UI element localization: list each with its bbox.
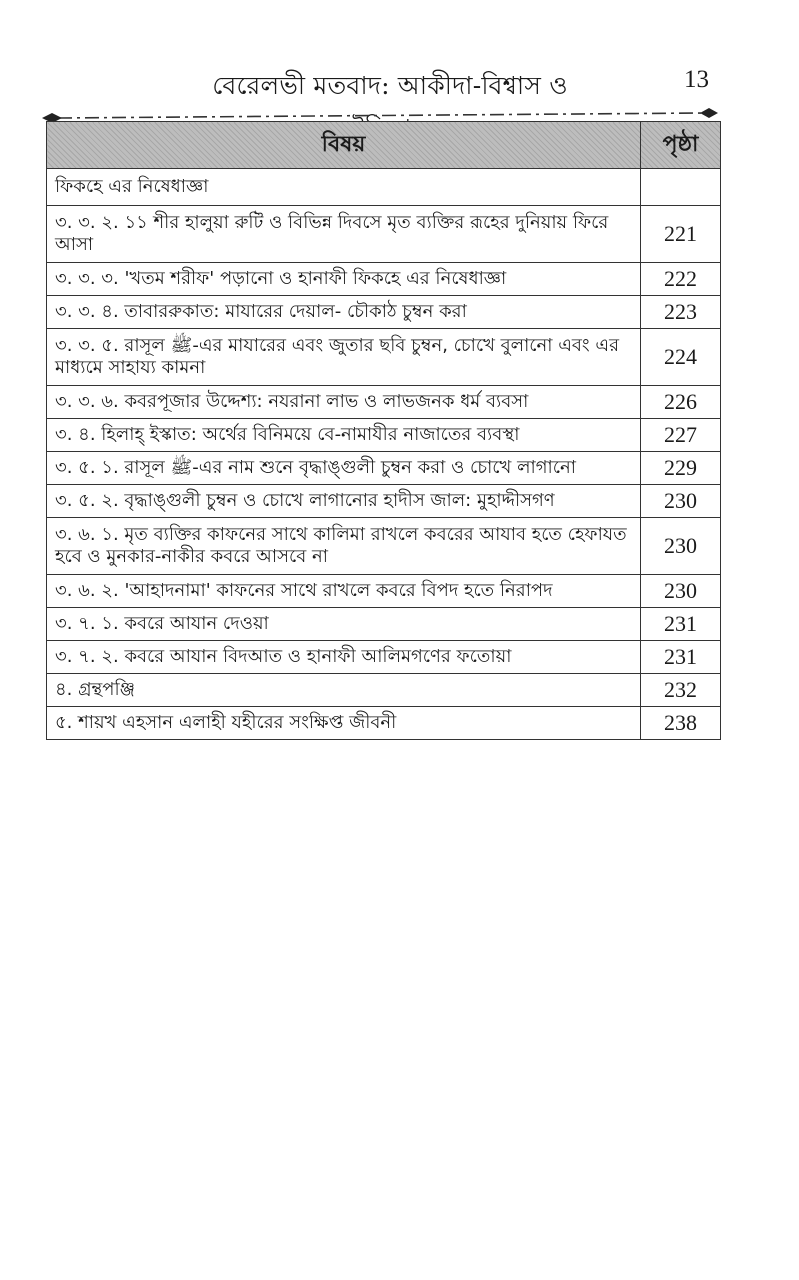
topic-cell: ৩. ৭. ১. কবরে আযান দেওয়া xyxy=(47,608,641,641)
topic-cell: ৪. গ্রন্থপঞ্জি xyxy=(47,674,641,707)
page-cell: 231 xyxy=(641,641,721,674)
topic-cell: ৩. ৫. ১. রাসূল ﷺ-এর নাম শুনে বৃদ্ধাঙ্গুলী চুম্বন করা ও চোখে লাগানো xyxy=(47,452,641,485)
page-column-header: পৃষ্ঠা xyxy=(641,122,721,169)
page-cell: 227 xyxy=(641,419,721,452)
table-row xyxy=(47,641,721,674)
table-row xyxy=(47,707,721,740)
table-row xyxy=(47,575,721,608)
page-cell: 223 xyxy=(641,296,721,329)
table-row xyxy=(47,518,721,575)
running-header xyxy=(30,62,720,122)
topic-cell: ৩. ৩. ২. ১১ শীর হালুয়া রুটি ও বিভিন্ন দিবসে মৃত ব্যক্তির রূহের দুনিয়ায় ফিরে আসা xyxy=(47,206,641,263)
page-cell: 230 xyxy=(641,575,721,608)
topic-cell: ৫. শায়খ এহসান এলাহী যহীরের সংক্ষিপ্ত জীবনী xyxy=(47,707,641,740)
page-cell: 230 xyxy=(641,485,721,518)
table-row xyxy=(47,169,721,206)
table-row xyxy=(47,608,721,641)
page-number: 13 xyxy=(684,66,709,93)
table-row xyxy=(47,485,721,518)
topic-column-header: বিষয় xyxy=(47,122,641,169)
table-row xyxy=(47,206,721,263)
topic-cell: ৩. ৩. ৪. তাবাররুকাত: মাযারের দেয়াল- চৌকাঠ চুম্বন করা xyxy=(47,296,641,329)
page-cell: 229 xyxy=(641,452,721,485)
page-cell: 231 xyxy=(641,608,721,641)
table-row xyxy=(47,329,721,386)
running-title: বেরেলভী মতবাদ: আকীদা-বিশ্বাস ও xyxy=(212,71,568,100)
page-cell: 224 xyxy=(641,329,721,386)
contents-table xyxy=(46,121,721,740)
table-row xyxy=(47,386,721,419)
topic-cell: ৩. ৭. ২. কবরে আযান বিদআত ও হানাফী আলিমগণের ফতোয়া xyxy=(47,641,641,674)
page-cell xyxy=(641,169,721,206)
topic-cell: ৩. ৩. ৫. রাসূল ﷺ-এর মাযারের এবং জুতার ছবি চুম্বন, চোখে বুলানো এবং এর মাধ্যমে সাহায্য কামনা xyxy=(47,329,641,386)
table-row xyxy=(47,296,721,329)
page-cell: 238 xyxy=(641,707,721,740)
topic-cell: ৩. ৬. ১. মৃত ব্যক্তির কাফনের সাথে কালিমা রাখলে কবরের আযাব হতে হেফাযত হবে ও মুনকার-নাকীর কবরে আসবে না xyxy=(47,518,641,575)
topic-cell: ফিকহে এর নিষেধাজ্ঞা xyxy=(47,169,641,206)
topic-cell: ৩. ৪. হিলাহ্ ইস্কাত: অর্থের বিনিময়ে বে-নামাযীর নাজাতের ব্যবস্থা xyxy=(47,419,641,452)
page-cell: 232 xyxy=(641,674,721,707)
page-cell: 230 xyxy=(641,518,721,575)
page-cell: 222 xyxy=(641,263,721,296)
topic-cell: ৩. ৩. ৬. কবরপূজার উদ্দেশ্য: নযরানা লাভ ও লাভজনক ধর্ম ব্যবসা xyxy=(47,386,641,419)
table-row xyxy=(47,452,721,485)
table-row xyxy=(47,419,721,452)
topic-cell: ৩. ৩. ৩. 'খতম শরীফ' পড়ানো ও হানাফী ফিকহে এর নিষেধাজ্ঞা xyxy=(47,263,641,296)
topic-cell: ৩. ৬. ২. 'আহাদনামা' কাফনের সাথে রাখলে কবরে বিপদ হতে নিরাপদ xyxy=(47,575,641,608)
page-cell: 221 xyxy=(641,206,721,263)
page-cell: 226 xyxy=(641,386,721,419)
table-row xyxy=(47,674,721,707)
topic-cell: ৩. ৫. ২. বৃদ্ধাঙ্গুলী চুম্বন ও চোখে লাগানোর হাদীস জাল: মুহাদ্দীসগণ xyxy=(47,485,641,518)
table-header-row xyxy=(47,122,721,169)
table-row xyxy=(47,263,721,296)
